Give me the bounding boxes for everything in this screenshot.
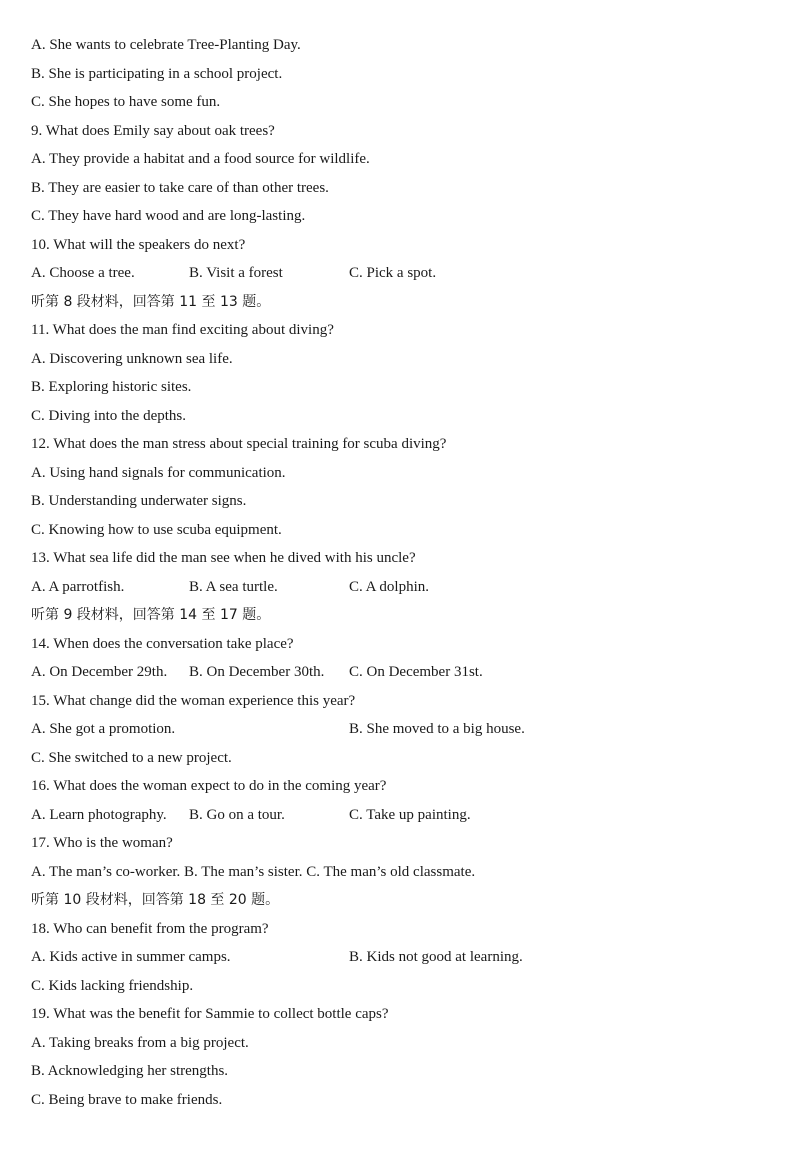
answer-option: A. She wants to celebrate Tree-Planting Day. xyxy=(31,37,301,53)
option-a: A. Kids active in summer camps. xyxy=(31,949,231,965)
option-a: A. Learn photography. xyxy=(31,806,167,823)
answer-option: A. Discovering unknown sea life. xyxy=(31,350,233,367)
answer-option: A. Taking breaks from a big project. xyxy=(31,1034,249,1051)
option-c: C. Pick a spot. xyxy=(349,265,437,281)
option-b: B. She moved to a big house. xyxy=(349,721,525,737)
answer-option: C. She switched to a new project. xyxy=(31,749,232,766)
option-c: C. Take up painting. xyxy=(349,806,471,823)
answer-option: C. Being brave to make friends. xyxy=(31,1091,223,1108)
answer-option: C. They have hard wood and are long-lasting. xyxy=(31,208,306,224)
option-a: A. On December 29th. xyxy=(31,664,168,680)
question-text: 10. What will the speakers do next? xyxy=(31,236,246,253)
answer-option: A. Using hand signals for communication. xyxy=(31,464,286,481)
question-text: 19. What was the benefit for Sammie to collect bottle caps? xyxy=(31,1006,389,1022)
option-a: A. A parrotfish. xyxy=(31,578,125,595)
option-c: C. On December 31st. xyxy=(349,664,483,680)
option-b: B. Go on a tour. xyxy=(189,806,285,823)
question-text: 11. What does the man find exciting about diving? xyxy=(31,322,334,338)
answer-option: B. Understanding underwater signs. xyxy=(31,493,247,509)
option-row xyxy=(31,259,771,288)
answer-option: C. Kids lacking friendship. xyxy=(31,977,194,994)
option-a: A. She got a promotion. xyxy=(31,721,176,737)
question-text: 14. When does the conversation take place? xyxy=(31,635,294,652)
section-instruction: 听第 9 段材料，回答第 14 至 17 题。 xyxy=(31,607,271,623)
answer-option: B. Acknowledging her strengths. xyxy=(31,1063,229,1079)
option-a: A. Choose a tree. xyxy=(31,265,135,281)
option-row xyxy=(31,943,771,972)
option-row xyxy=(31,801,771,830)
option-row xyxy=(31,715,771,744)
question-text: 12. What does the man stress about special training for scuba diving? xyxy=(31,436,447,452)
answer-option: C. Diving into the depths. xyxy=(31,407,186,424)
question-text: 9. What does Emily say about oak trees? xyxy=(31,122,275,139)
option-b: B. On December 30th. xyxy=(189,664,325,680)
section-instruction: 听第 10 段材料，回答第 18 至 20 题。 xyxy=(31,892,280,908)
question-text: 13. What sea life did the man see when he dived with his uncle? xyxy=(31,550,416,566)
answer-option: B. She is participating in a school project. xyxy=(31,65,283,82)
option-c: C. A dolphin. xyxy=(349,578,430,595)
answer-option: B. Exploring historic sites. xyxy=(31,379,192,395)
question-text: 17. Who is the woman? xyxy=(31,835,173,851)
question-text: 18. Who can benefit from the program? xyxy=(31,920,269,937)
exam-page xyxy=(31,31,771,1114)
question-text: 16. What does the woman expect to do in the coming year? xyxy=(31,778,387,794)
answer-option: A. They provide a habitat and a food source for wildlife. xyxy=(31,151,370,167)
answer-option: B. They are easier to take care of than other trees. xyxy=(31,179,329,196)
option-b: B. Visit a forest xyxy=(189,265,283,281)
option-b: B. A sea turtle. xyxy=(189,578,278,595)
answer-option: A. The man’s co-worker. B. The man’s sister. C. The man’s old classmate. xyxy=(31,863,476,880)
answer-option: C. Knowing how to use scuba equipment. xyxy=(31,521,282,538)
question-text: 15. What change did the woman experience this year? xyxy=(31,692,356,709)
option-row xyxy=(31,658,771,687)
option-row xyxy=(31,573,771,602)
section-instruction: 听第 8 段材料，回答第 11 至 13 题。 xyxy=(31,293,271,310)
answer-option: C. She hopes to have some fun. xyxy=(31,94,221,110)
option-b: B. Kids not good at learning. xyxy=(349,949,523,965)
